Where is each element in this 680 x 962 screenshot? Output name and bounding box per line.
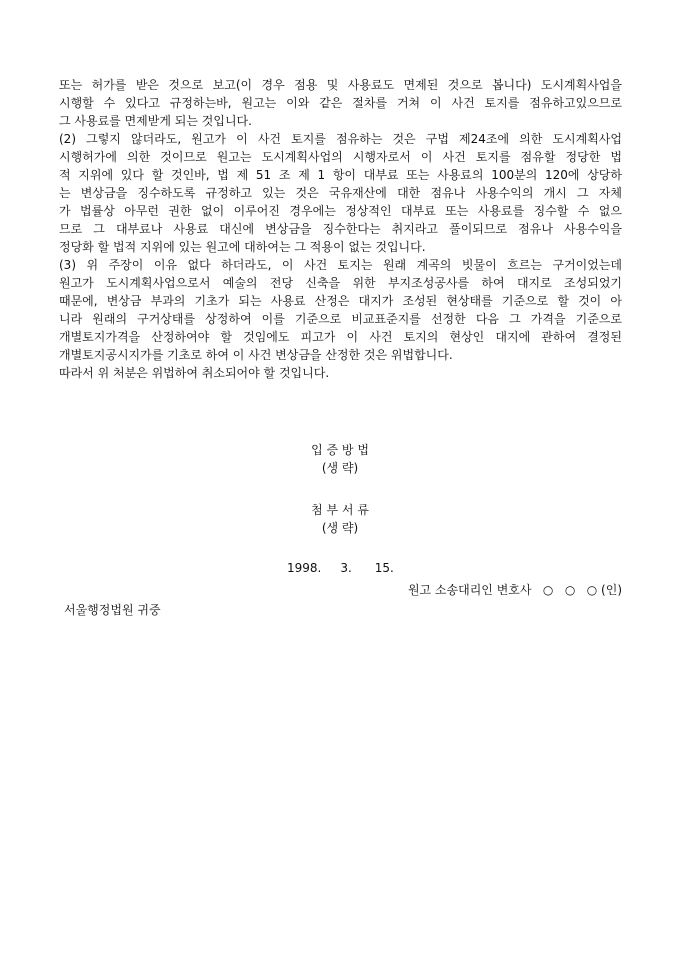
court-addressee: 서울행정법원 귀중 bbox=[64, 603, 161, 617]
text-line: 원고가 도시계획사업으로서 예술의 전당 신축을 위한 부지조성공사를 하여 대지로 조성되었기 bbox=[59, 276, 622, 290]
text-line: (3) 위 주장이 이유 없다 하더라도, 이 사건 토지는 원래 계곡의 빗물이 흐르는 구거이었는데 bbox=[59, 258, 622, 272]
text-line: 가 법률상 아무런 권한 없이 이루어진 경우에는 정상적인 대부료 또는 사용료를 징수할 수 없으 bbox=[59, 204, 622, 218]
text-line: 그 사용료를 면제받게 되는 것입니다. bbox=[59, 114, 252, 128]
text-line: 개별토지가격을 산정하여야 할 것임에도 피고가 이 사건 토지의 현상인 대지에 관하여 결정된 bbox=[59, 330, 622, 344]
evidence-heading: 입 증 방 법 bbox=[311, 443, 369, 457]
body-text bbox=[59, 76, 622, 382]
text-line: 적 지위에 있다 할 것인바, 법 제 51 조 제 1 항이 대부료 또는 사용료의 100분의 120에 상당하 bbox=[59, 168, 622, 182]
text-line: 는 변상금을 징수하도록 규정하고 있는 것은 국유재산에 대한 점유나 사용수익의 개시 그 자체 bbox=[59, 186, 622, 200]
signature-line: 원고 소송대리인 변호사 ○ ○ ○ (인) bbox=[407, 583, 622, 597]
text-line: 니라 원래의 구거상태를 상정하여 이를 기준으로 비교표준지를 선정한 다음 그 가격을 기준으로 bbox=[59, 312, 622, 326]
text-line: 정당화 할 법적 지위에 있는 원고에 대하여는 그 적용이 없는 것입니다. bbox=[59, 240, 426, 254]
text-line: 개별토지공시지가를 기초로 하여 이 사건 변상금을 산정한 것은 위법합니다. bbox=[59, 348, 453, 362]
text-line: 따라서 위 처분은 위법하여 취소되어야 할 것입니다. bbox=[59, 366, 330, 380]
text-line: (2) 그렇지 않더라도, 원고가 이 사건 토지를 점유하는 것은 구법 제24조에 의한 도시계획사업 bbox=[59, 132, 622, 146]
attachments-note: (생 략) bbox=[321, 521, 359, 535]
attachments-heading: 첨 부 서 류 bbox=[311, 503, 369, 517]
text-line: 시행허가에 의한 것이므로 원고는 도시계획사업의 시행자로서 이 사건 토지를 점유할 정당한 법 bbox=[59, 150, 622, 164]
evidence-section bbox=[0, 441, 680, 477]
evidence-note: (생 략) bbox=[321, 461, 359, 475]
text-line: 또는 허가를 받은 것으로 보고(이 경우 점용 및 사용료도 면제된 것으로 봅니다) 도시계획사업을 bbox=[59, 78, 622, 92]
text-line: 므로 그 대부료나 사용료 대신에 변상금을 징수한다는 취지라고 풀이되므로 점유나 사용수익을 bbox=[59, 222, 622, 236]
text-line: 시행할 수 있다고 규정하는바, 원고는 이와 같은 절차를 거쳐 이 사건 토지를 점유하고있으므로 bbox=[59, 96, 622, 110]
text-line: 때문에, 변상금 부과의 기초가 되는 사용료 산정은 대지가 조성된 현상태를 기준으로 할 것이 아 bbox=[59, 294, 622, 308]
attachments-section bbox=[0, 501, 680, 537]
document-date: 1998. 3. 15. bbox=[287, 561, 394, 575]
